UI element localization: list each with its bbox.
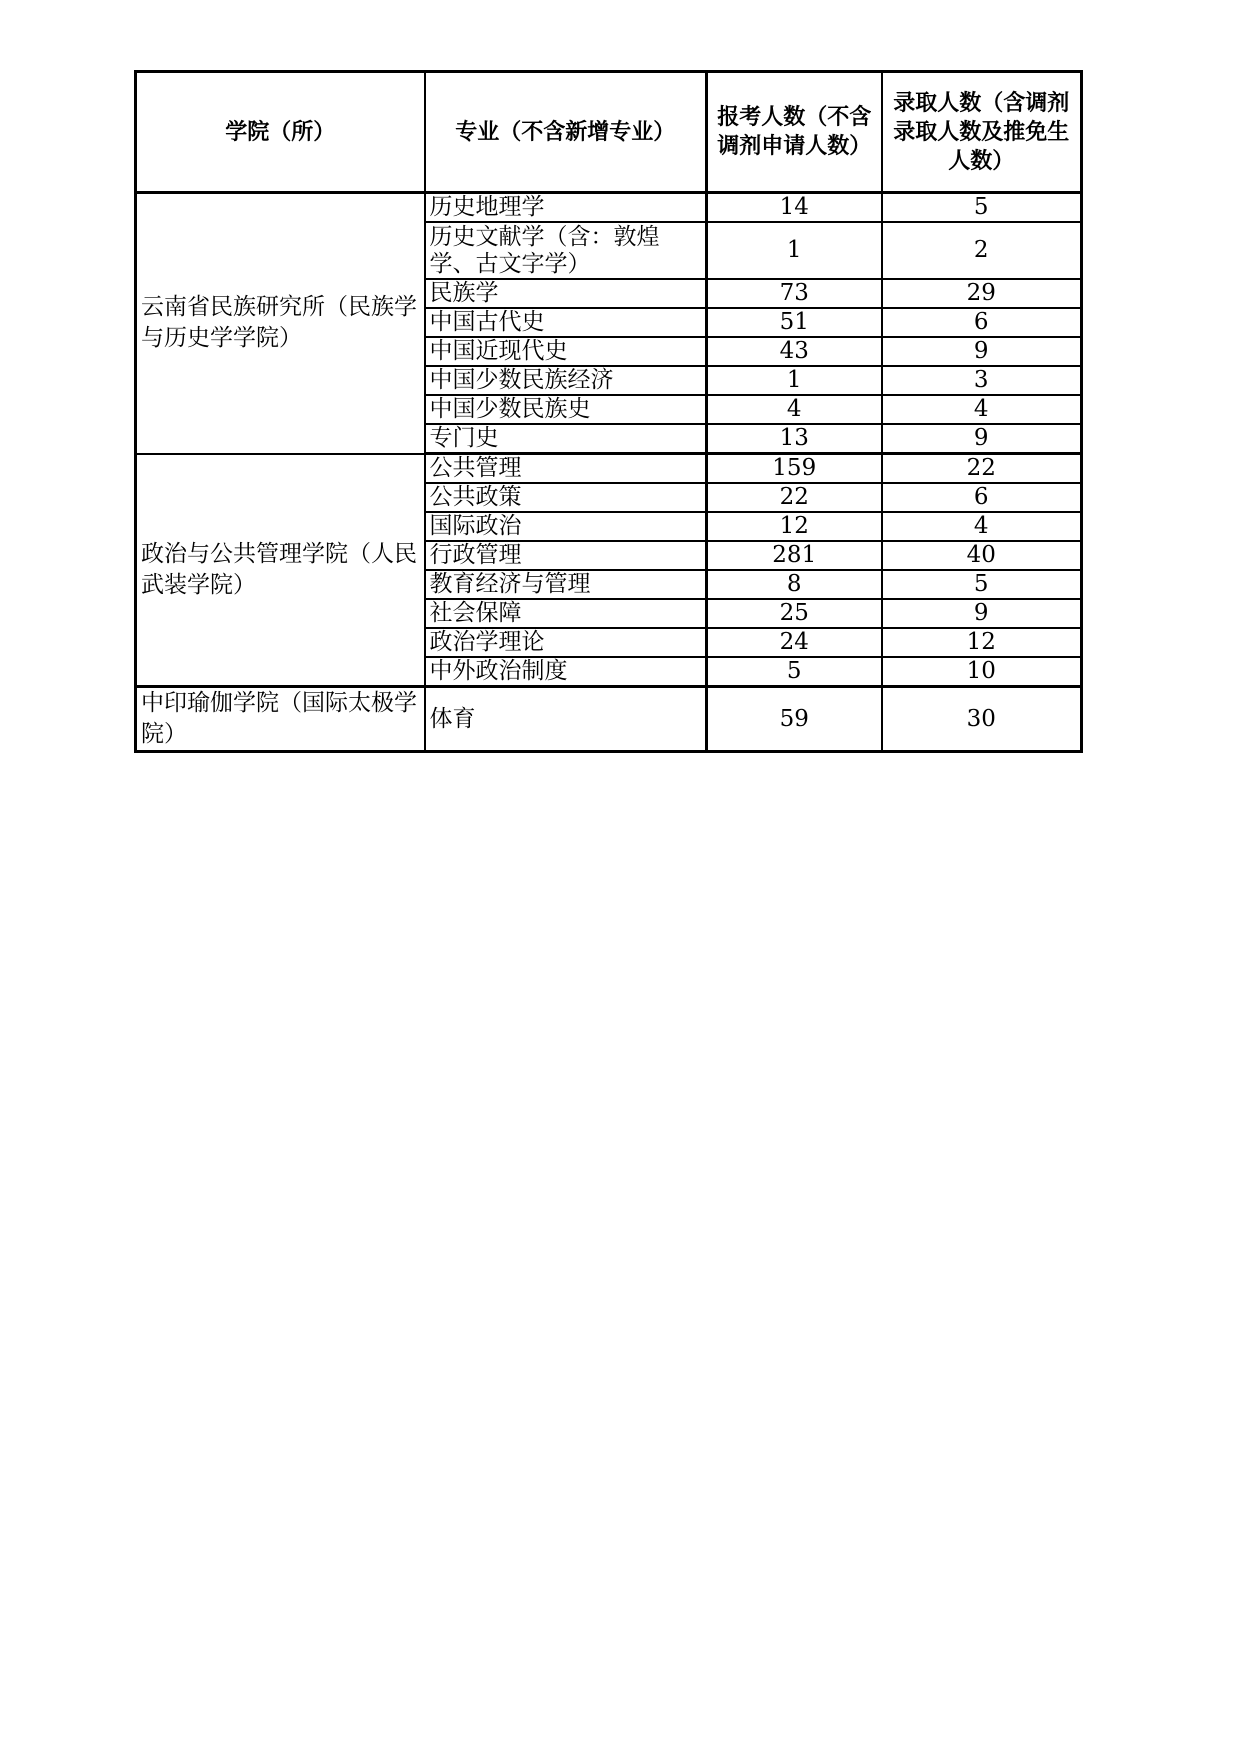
header-applicants: 报考人数（不含调剂申请人数） xyxy=(707,72,882,193)
admitted-cell: 3 xyxy=(882,366,1082,395)
applicants-cell: 43 xyxy=(707,337,882,366)
major-cell: 历史文献学（含：敦煌学、古文字学） xyxy=(425,222,707,279)
admitted-cell: 6 xyxy=(882,308,1082,337)
admitted-cell: 12 xyxy=(882,628,1082,657)
admitted-cell: 5 xyxy=(882,570,1082,599)
applicants-cell: 14 xyxy=(707,193,882,223)
major-cell: 体育 xyxy=(425,687,707,752)
major-cell: 专门史 xyxy=(425,424,707,454)
applicants-cell: 1 xyxy=(707,366,882,395)
applicants-cell: 281 xyxy=(707,541,882,570)
applicants-cell: 51 xyxy=(707,308,882,337)
college-cell: 中印瑜伽学院（国际太极学院） xyxy=(136,687,425,752)
header-college: 学院（所） xyxy=(136,72,425,193)
table-row xyxy=(136,687,1082,752)
table-row xyxy=(136,193,1082,223)
major-cell: 中外政治制度 xyxy=(425,657,707,687)
applicants-cell: 22 xyxy=(707,483,882,512)
applicants-cell: 73 xyxy=(707,279,882,308)
major-cell: 教育经济与管理 xyxy=(425,570,707,599)
applicants-cell: 5 xyxy=(707,657,882,687)
admitted-cell: 9 xyxy=(882,337,1082,366)
applicants-cell: 24 xyxy=(707,628,882,657)
applicants-cell: 159 xyxy=(707,454,882,484)
applicants-cell: 59 xyxy=(707,687,882,752)
admitted-cell: 22 xyxy=(882,454,1082,484)
major-cell: 中国近现代史 xyxy=(425,337,707,366)
admitted-cell: 9 xyxy=(882,599,1082,628)
major-cell: 公共管理 xyxy=(425,454,707,484)
college-cell: 政治与公共管理学院（人民武装学院） xyxy=(136,454,425,687)
major-cell: 中国古代史 xyxy=(425,308,707,337)
admitted-cell: 40 xyxy=(882,541,1082,570)
header-admitted: 录取人数（含调剂录取人数及推免生人数） xyxy=(882,72,1082,193)
major-cell: 行政管理 xyxy=(425,541,707,570)
major-cell: 历史地理学 xyxy=(425,193,707,223)
major-cell: 中国少数民族史 xyxy=(425,395,707,424)
college-cell: 云南省民族研究所（民族学与历史学学院） xyxy=(136,193,425,454)
applicants-cell: 13 xyxy=(707,424,882,454)
admitted-cell: 29 xyxy=(882,279,1082,308)
admitted-cell: 4 xyxy=(882,512,1082,541)
major-cell: 社会保障 xyxy=(425,599,707,628)
table-row xyxy=(136,454,1082,484)
admitted-cell: 30 xyxy=(882,687,1082,752)
applicants-cell: 4 xyxy=(707,395,882,424)
major-cell: 中国少数民族经济 xyxy=(425,366,707,395)
table-header-row xyxy=(136,72,1082,193)
major-cell: 国际政治 xyxy=(425,512,707,541)
header-major: 专业（不含新增专业） xyxy=(425,72,707,193)
admitted-cell: 2 xyxy=(882,222,1082,279)
applicants-cell: 8 xyxy=(707,570,882,599)
applicants-cell: 1 xyxy=(707,222,882,279)
admitted-cell: 5 xyxy=(882,193,1082,223)
admitted-cell: 6 xyxy=(882,483,1082,512)
admitted-cell: 10 xyxy=(882,657,1082,687)
applicants-cell: 25 xyxy=(707,599,882,628)
major-cell: 民族学 xyxy=(425,279,707,308)
admitted-cell: 9 xyxy=(882,424,1082,454)
admissions-table xyxy=(134,70,1083,753)
admitted-cell: 4 xyxy=(882,395,1082,424)
applicants-cell: 12 xyxy=(707,512,882,541)
major-cell: 公共政策 xyxy=(425,483,707,512)
major-cell: 政治学理论 xyxy=(425,628,707,657)
